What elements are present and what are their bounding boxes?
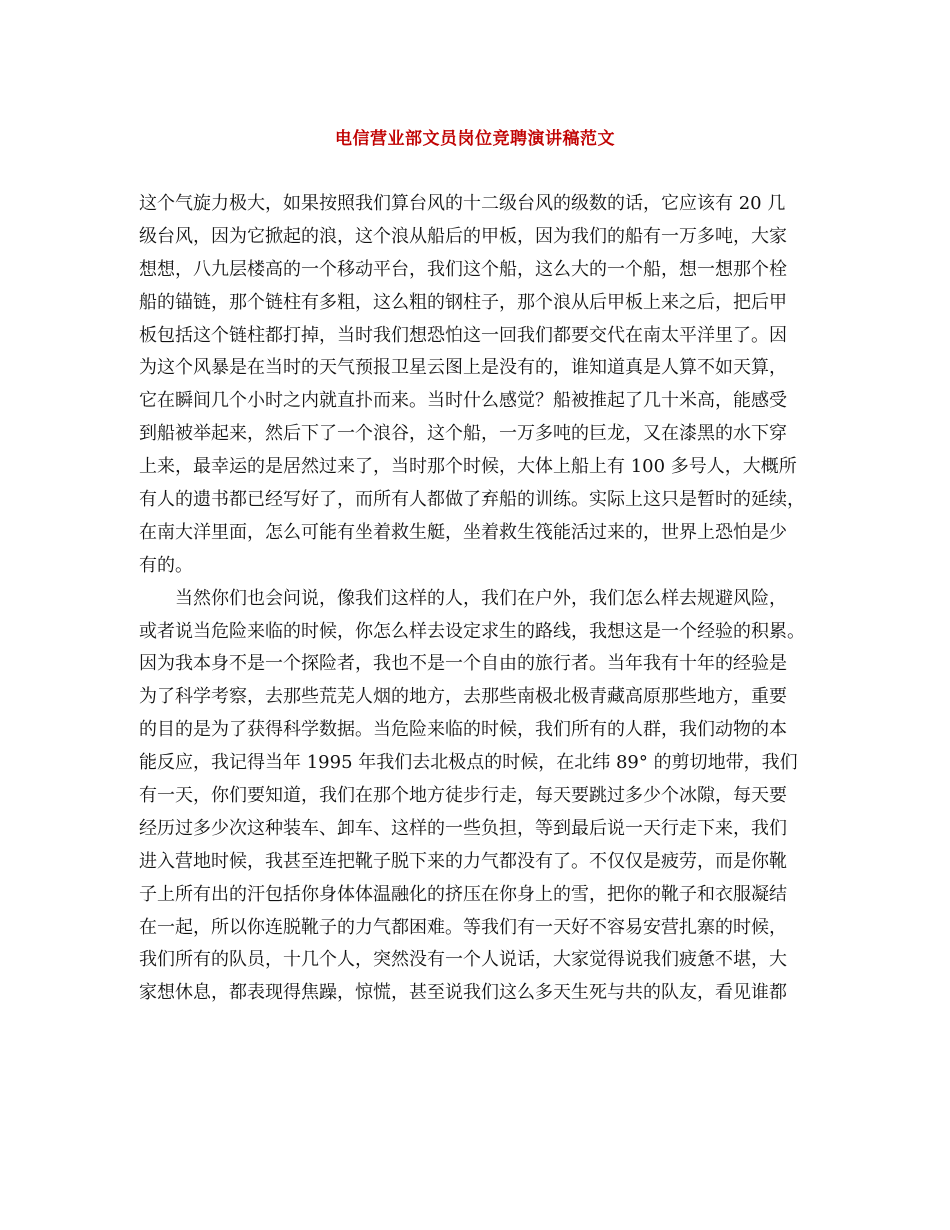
text-line: 当然你们也会问说，像我们这样的人，我们在户外，我们怎么样去规避风险，: [175, 587, 787, 609]
text-line: 为这个风暴是在当时的天气预报卫星云图上是没有的，谁知道真是人算不如天算，: [139, 357, 787, 379]
text-line: 在一起，所以你连脱靴子的力气都困难。等我们有一天好不容易安营扎寨的时候，: [139, 916, 787, 938]
text-line: 到船被举起来，然后下了一个浪谷，这个船，一万多吨的巨龙，又在漆黑的水下穿: [139, 423, 787, 445]
text-line: 有的。: [139, 554, 193, 576]
text-line: 家想休息，都表现得焦躁，惊慌，甚至说我们这么多天生死与共的队友，看见谁都: [139, 982, 787, 1004]
paragraph: [139, 583, 829, 1011]
text-line: 这个气旋力极大，如果按照我们算台风的十二级台风的级数的话，它应该有 20 几: [139, 193, 786, 214]
text-line: 上来，最幸运的是居然过来了，当时那个时候，大体上船上有 100 多号人，大概所: [139, 456, 797, 478]
paragraph: [139, 188, 829, 583]
text-line: 有一天，你们要知道，我们在那个地方徒步行走，每天要跳过多少个冰隙，每天要: [139, 785, 787, 807]
text-line: 板包括这个链柱都打掉，当时我们想恐怕这一回我们都要交代在南太平洋里了。因: [139, 324, 787, 346]
text-line: 或者说当危险来临的时候，你怎么样去设定求生的路线，我想这是一个经验的积累。: [139, 620, 805, 642]
text-line: 级台风，因为它掀起的浪，这个浪从船后的甲板，因为我们的船有一万多吨，大家: [139, 225, 787, 247]
text-line: 因为我本身不是一个探险者，我也不是一个自由的旅行者。当年我有十年的经验是: [139, 653, 787, 675]
text-line: 在南大洋里面，怎么可能有坐着救生艇，坐着救生筏能活过来的，世界上恐怕是少: [139, 521, 787, 543]
document-title: 电信营业部文员岗位竞聘演讲稿范文: [335, 129, 615, 149]
text-line: 子上所有出的汗包括你身体体温融化的挤压在你身上的雪，把你的靴子和衣服凝结: [139, 883, 787, 905]
document-body: [139, 188, 829, 1010]
text-line: 能反应，我记得当年 1995 年我们去北极点的时候，在北纬 89° 的剪切地带，我们: [139, 752, 798, 774]
text-line: 想想，八九层楼高的一个移动平台，我们这个船，这么大的一个船，想一想那个栓: [139, 258, 787, 280]
text-line: 有人的遗书都已经写好了，而所有人都做了弃船的训练。实际上这只是暂时的延续，: [139, 489, 805, 511]
text-line: 的目的是为了获得科学数据。当危险来临的时候，我们所有的人群，我们动物的本: [139, 719, 787, 741]
text-line: 它在瞬间几个小时之内就直扑而来。当时什么感觉？船被推起了几十米高，能感受: [139, 390, 787, 412]
text-line: 船的锚链，那个链柱有多粗，这么粗的钢柱子，那个浪从后甲板上来之后，把后甲: [139, 291, 787, 313]
text-line: 经历过多少次这种装车、卸车、这样的一些负担，等到最后说一天行走下来，我们: [139, 817, 787, 839]
text-line: 我们所有的队员，十几个人，突然没有一个人说话，大家觉得说我们疲惫不堪，大: [139, 949, 787, 971]
text-line: 进入营地时候，我甚至连把靴子脱下来的力气都没有了。不仅仅是疲劳，而是你靴: [139, 850, 787, 872]
text-line: 为了科学考察，去那些荒芜人烟的地方，去那些南极北极青藏高原那些地方，重要: [139, 686, 787, 708]
